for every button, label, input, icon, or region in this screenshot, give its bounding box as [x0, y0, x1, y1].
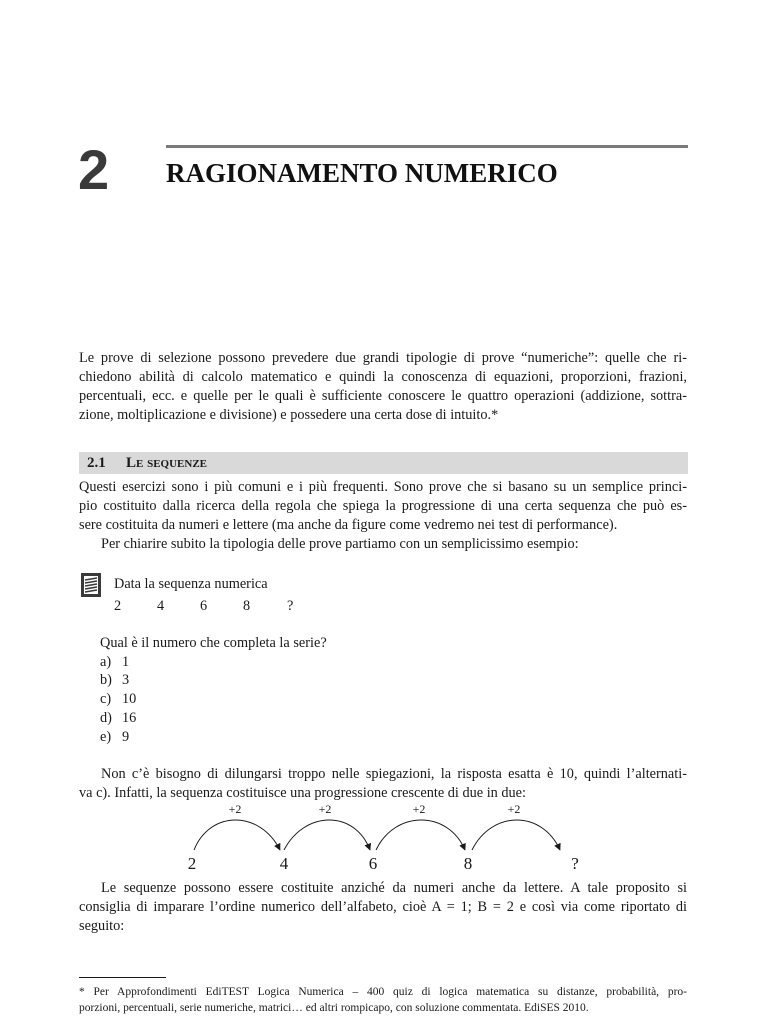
arrow-arc	[284, 820, 370, 850]
example-question: Qual è il numero che completa la serie?	[100, 635, 327, 651]
sequence-item: 2	[114, 598, 122, 614]
option-value: 9	[122, 729, 130, 745]
chapter-number: 2	[78, 138, 110, 201]
text-line: consiglia di imparare l’ordine numerico dell’alfabeto, cioè A = 1; B = 2 e così via come riportato di	[79, 899, 687, 915]
letters-paragraph	[79, 879, 687, 936]
sequence-item: ?	[287, 598, 294, 614]
option-letter: d)	[100, 710, 112, 726]
text-line: chiedono abilità di calcolo matematico e quindi la conoscenza di equazioni, proporzioni, frazioni,	[79, 369, 687, 385]
intro-paragraph	[79, 349, 687, 425]
footnote	[79, 984, 687, 1016]
arrow-arc	[376, 820, 465, 850]
footnote-line: * Per Approfondimenti EdiTEST Logica Numerica – 400 quiz di logica matematica su distanze, probabilità, pro-	[79, 986, 687, 998]
footnote-rule	[79, 977, 166, 978]
text-line: Non c’è bisogno di dilungarsi troppo nelle spiegazioni, la risposta esatta è 10, quindi l’alternati-	[101, 766, 687, 782]
sequence-item: 6	[200, 598, 208, 614]
option-letter: b)	[100, 672, 112, 688]
text-line: seguito:	[79, 918, 125, 934]
arrow-arc	[194, 820, 280, 850]
sequence-item: 4	[157, 598, 165, 614]
option-letter: e)	[100, 729, 112, 745]
section-number: 2.1	[87, 455, 106, 471]
chapter-title: RAGIONAMENTO NUMERICO	[166, 158, 558, 188]
book-icon	[80, 572, 102, 598]
step-label: +2	[318, 802, 332, 816]
option-letter: c)	[100, 691, 112, 707]
option-value: 3	[122, 672, 130, 688]
text-line: va c). Infatti, la sequenza costituisce una progressione crescente di due in due:	[79, 785, 527, 801]
text-line: Le sequenze possono essere costituite anziché da numeri anche da lettere. A tale proposito si	[101, 880, 687, 896]
chapter-rule	[166, 145, 688, 148]
text-line: zione, moltiplicazione e divisione) e possedere una certa dose di intuito.*	[79, 407, 499, 423]
section-paragraph	[79, 478, 687, 535]
example-prompt: Data la sequenza numerica	[114, 576, 268, 592]
footnote-line: porzioni, percentuali, serie numeriche, matrici… ed altri rompicapo, con soluzione commentata. EdiSES 2010.	[79, 1002, 589, 1014]
progression-diagram	[180, 798, 600, 878]
step-label: +2	[412, 802, 426, 816]
option-value: 10	[122, 691, 137, 707]
text-line: sere costituita da numeri e lettere (ma anche da figure come vedremo nei test di performance).	[79, 517, 618, 533]
progression-number: ?	[571, 854, 579, 873]
text-line: percentuali, ecc. e quelle per le quali è sufficiente conoscere le quattro operazioni (addizione, sottra-	[79, 388, 687, 404]
text-line: pio costituito dalla ricerca della regola che spiega la progressione di una certa sequenza che può es-	[79, 498, 687, 514]
step-label: +2	[507, 802, 521, 816]
text-line: Per chiarire subito la tipologia delle prove partiamo con un semplicissimo esempio:	[101, 536, 579, 552]
option-letter: a)	[100, 654, 112, 670]
progression-number: 4	[279, 854, 289, 873]
step-label: +2	[228, 802, 242, 816]
progression-number: 8	[463, 854, 473, 873]
option-value: 1	[122, 654, 130, 670]
text-line: Questi esercizi sono i più comuni e i più frequenti. Sono prove che si basano su un semplice princi-	[79, 479, 687, 495]
sequence-item: 8	[243, 598, 251, 614]
text-line: Le prove di selezione possono prevedere due grandi tipologie di prove “numeriche”: quelle che ri-	[79, 350, 687, 366]
section-paragraph-2	[79, 535, 687, 554]
progression-number: 2	[187, 854, 197, 873]
arrow-arc	[472, 820, 560, 850]
progression-number: 6	[368, 854, 378, 873]
option-value: 16	[122, 710, 137, 726]
section-title: Le sequenze	[126, 455, 208, 471]
